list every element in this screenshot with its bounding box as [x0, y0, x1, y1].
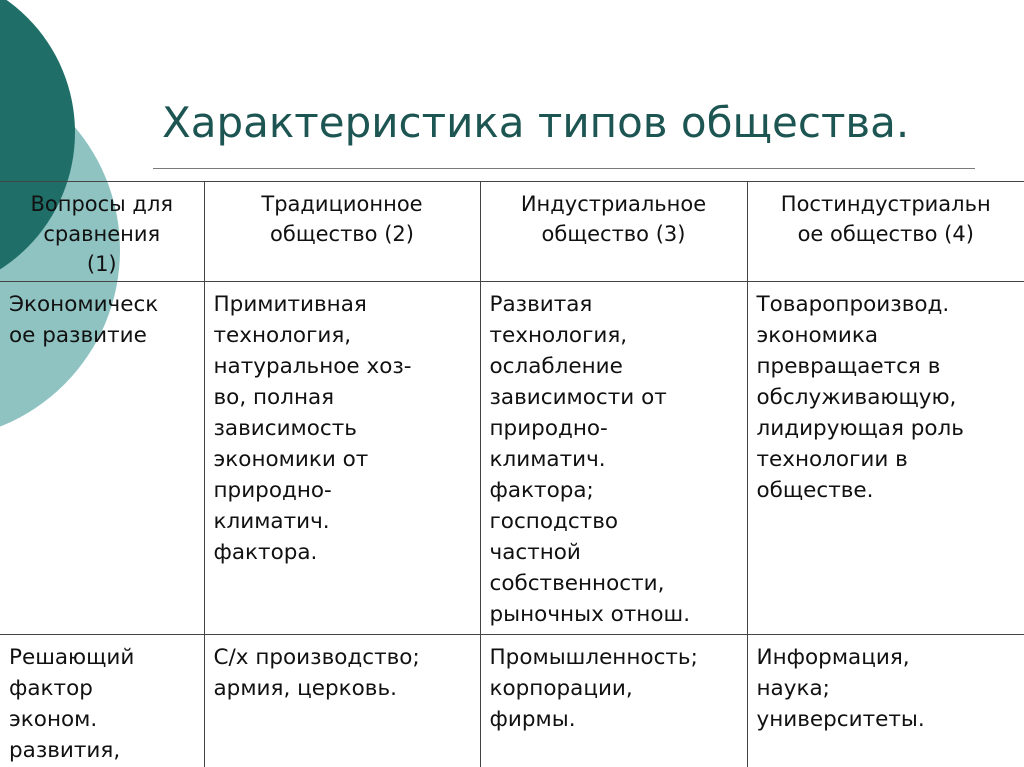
- header-comparison-questions: Вопросы для сравнения (1): [0, 182, 204, 282]
- cell-industrial-factor: Промышленность; корпорации, фирмы.: [480, 635, 747, 767]
- cell-postindustrial-factor: Информация, наука; университеты.: [747, 635, 1024, 767]
- header-traditional-society: Традиционное общество (2): [204, 182, 480, 282]
- slide-title: Характеристика типов общества.: [162, 98, 910, 147]
- cell-postindustrial-economy: Товаропроизвод. экономика превращается в обслуживающую, лидирующая роль технологии в обществе.: [747, 282, 1024, 635]
- table-header-row: [0, 182, 1024, 282]
- cell-traditional-factor: С/х производство; армия, церковь.: [204, 635, 480, 767]
- comparison-table: [0, 181, 1024, 767]
- row-label-decisive-factor: Решающий фактор эконом. развития,: [0, 635, 204, 767]
- cell-industrial-economy: Развитая технология, ослабление зависимости от природно- климатич. фактора; господство частной собственности, рыночных отнош.: [480, 282, 747, 635]
- cell-traditional-economy: Примитивная технология, натуральное хоз- во, полная зависимость экономики от природно- климатич. фактора.: [204, 282, 480, 635]
- row-label-economic-development: Экономическ ое развитие: [0, 282, 204, 635]
- header-industrial-society: Индустриальное общество (3): [480, 182, 747, 282]
- title-underline: [153, 168, 975, 169]
- header-postindustrial-society: Постиндустриальн ое общество (4): [747, 182, 1024, 282]
- table-row: [0, 635, 1024, 767]
- table-row: [0, 282, 1024, 635]
